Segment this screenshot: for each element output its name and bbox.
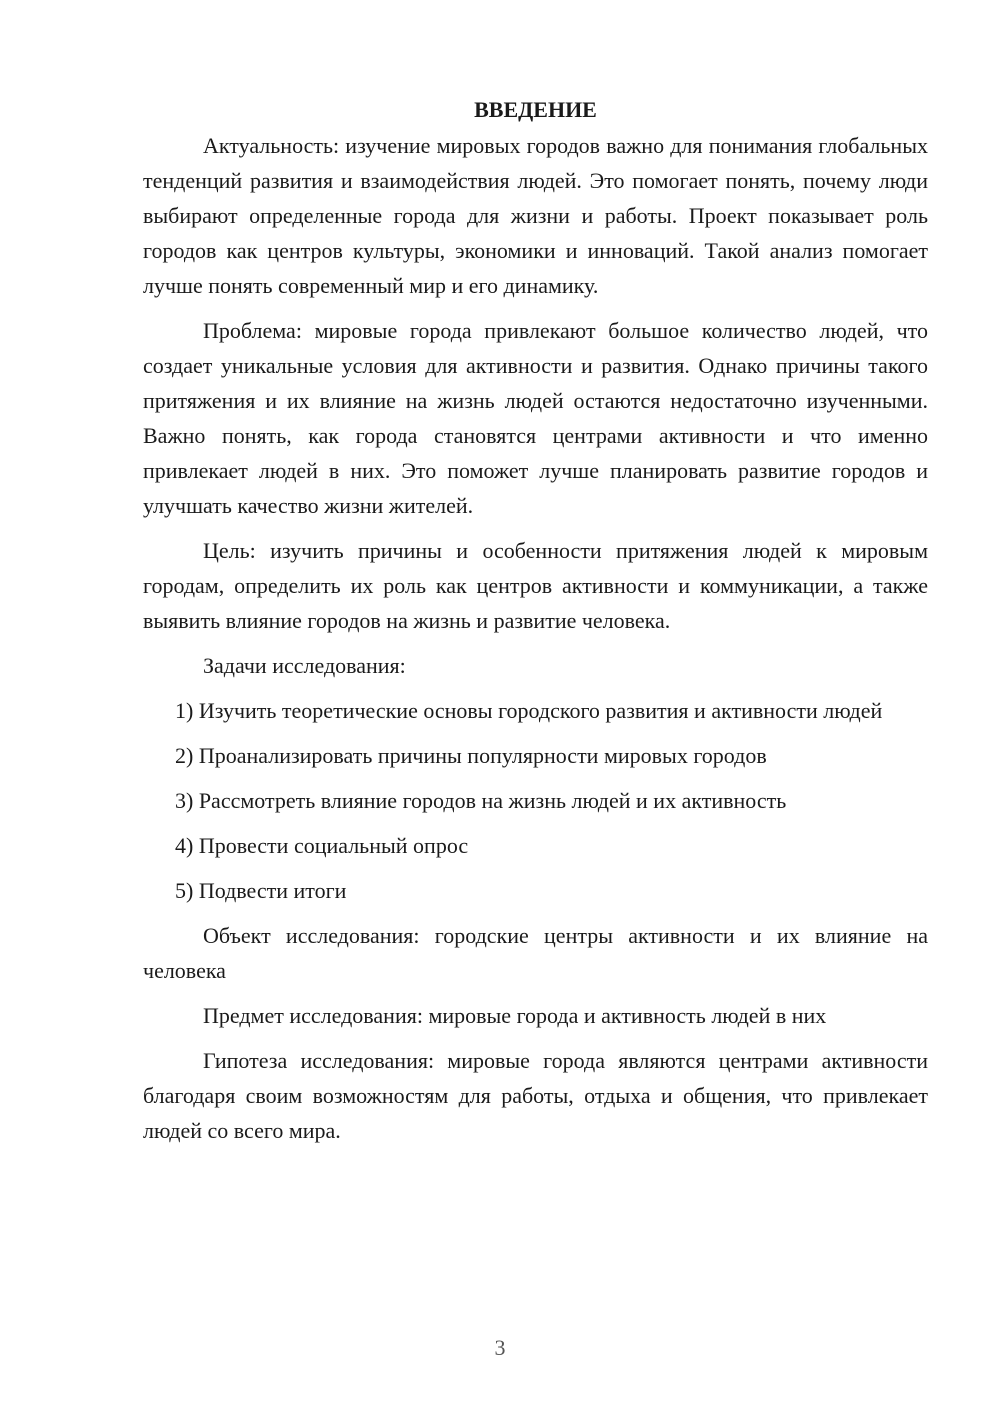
task-item-5: 5) Подвести итоги xyxy=(175,878,347,903)
document-page xyxy=(143,92,928,1158)
problem-paragraph: Проблема: мировые города привлекают большое количество людей, что создает уникальные условия для активности и развития. Однако причины такого притяжения и их влияние на жизнь людей остаются недостаточно изученными. Важно понять, как города становятся центрами активности и что именно привлекает людей в них. Это поможет лучше планировать развитие городов и улучшать качество жизни жителей. xyxy=(143,318,928,518)
page-number: 3 xyxy=(494,1335,506,1360)
task-item-4: 4) Провести социальный опрос xyxy=(175,833,469,858)
section-heading: ВВЕДЕНИЕ xyxy=(474,97,597,122)
goal-paragraph: Цель: изучить причины и особенности притяжения людей к мировым городам, определить их роль как центров активности и коммуникации, а также выявить влияние городов на жизнь и развитие человека. xyxy=(143,538,928,633)
hypothesis-paragraph: Гипотеза исследования: мировые города являются центрами активности благодаря своим возможностям для работы, отдыха и общения, что привлекает людей со всего мира. xyxy=(143,1048,928,1143)
tasks-title: Задачи исследования: xyxy=(203,653,406,678)
subject-paragraph: Предмет исследования: мировые города и активность людей в них xyxy=(203,1003,827,1028)
task-item-3: 3) Рассмотреть влияние городов на жизнь людей и их активность xyxy=(175,788,787,813)
relevance-paragraph: Актуальность: изучение мировых городов важно для понимания глобальных тенденций развития и взаимодействия людей. Это помогает понять, почему люди выбирают определенные города для жизни и работы. Проект показывает роль городов как центров культуры, экономики и инноваций. Такой анализ помогает лучше понять современный мир и его динамику. xyxy=(143,133,928,298)
task-item-2: 2) Проанализировать причины популярности мировых городов xyxy=(175,743,767,768)
task-item-1: 1) Изучить теоретические основы городского развития и активности людей xyxy=(175,698,883,723)
object-paragraph: Объект исследования: городские центры активности и их влияние на человека xyxy=(143,923,928,983)
